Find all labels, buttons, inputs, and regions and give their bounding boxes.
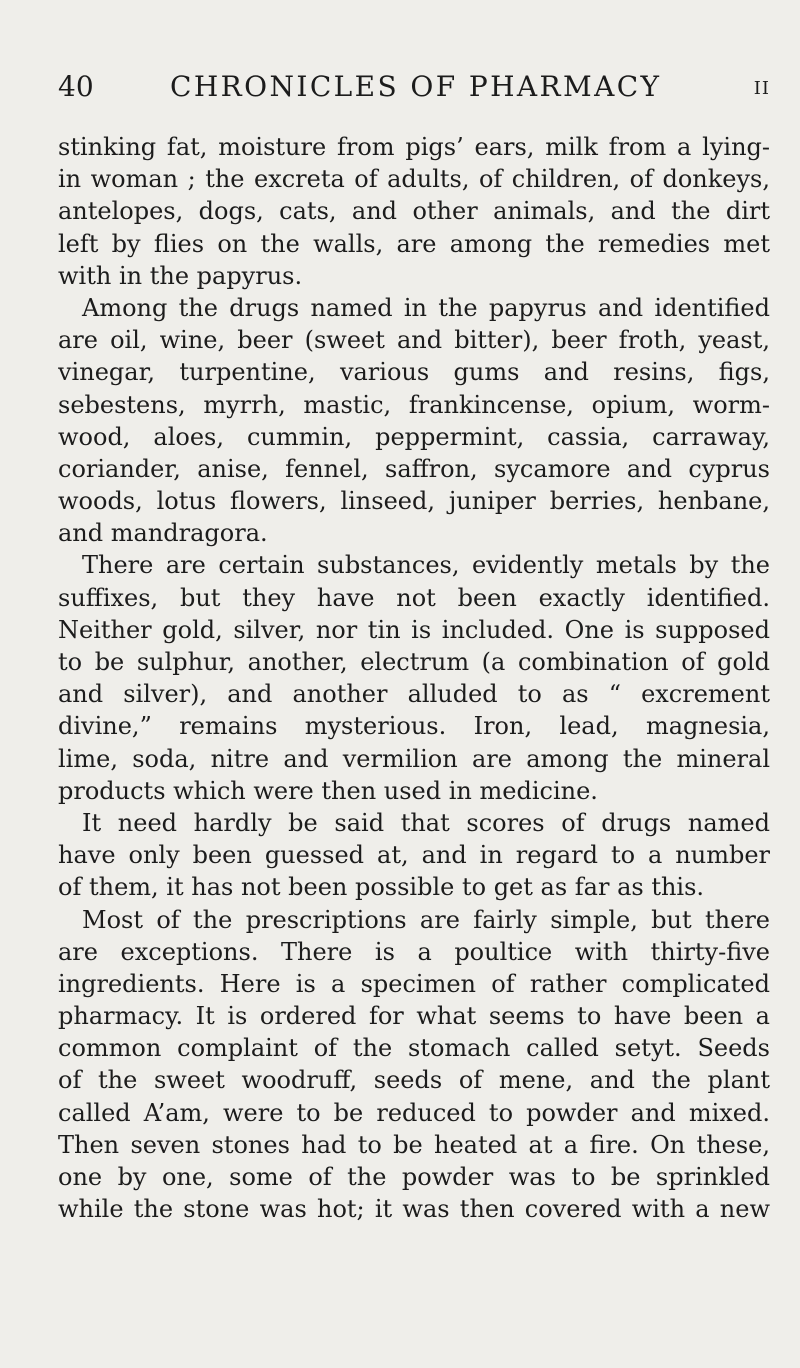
- text-line: common complaint of the stomach called setyt. Seeds: [58, 1034, 770, 1063]
- text-line: It need hardly be said that scores of drugs named: [82, 808, 770, 837]
- text-line: wood, aloes, cummin, peppermint, cassia, carraway,: [58, 422, 770, 451]
- running-title: CHRONICLES OF PHARMACY: [170, 70, 662, 103]
- text-line: are oil, wine, beer (sweet and bitter), beer froth, yeast,: [58, 326, 770, 355]
- text-line: and mandragora.: [58, 519, 268, 548]
- text-line: of them, it has not been possible to get as far as this.: [58, 873, 705, 902]
- text-line: Most of the prescriptions are fairly simple, but there: [82, 905, 770, 934]
- text-line: one by one, some of the powder was to be sprinkled: [58, 1163, 770, 1191]
- text-line: and silver), and another alluded to as “ excrement: [58, 680, 770, 709]
- text-line: ingredients. Here is a specimen of rather complicated: [58, 969, 770, 998]
- text-line: lime, soda, nitre and vermilion are among the mineral: [58, 744, 770, 773]
- text-line: divine,” remains mysterious. Iron, lead, magnesia,: [58, 712, 770, 741]
- text-line: of the sweet woodruff, seeds of mene, and the plant: [58, 1066, 770, 1095]
- text-line: with in the papyrus.: [58, 261, 303, 290]
- text-line: coriander, anise, fennel, saffron, sycamore and cyprus: [58, 454, 770, 483]
- text-line: are exceptions. There is a poultice with thirty-five: [58, 937, 770, 966]
- body-text: [58, 131, 770, 1225]
- text-line: products which were then used in medicine.: [58, 776, 598, 805]
- text-line: woods, lotus flowers, linseed, juniper berries, henbane,: [58, 487, 770, 516]
- signature-mark: II: [753, 78, 770, 99]
- text-line: Neither gold, silver, nor tin is included. One is supposed: [58, 615, 770, 644]
- page-number: 40: [58, 70, 94, 103]
- text-line: vinegar, turpentine, various gums and resins, figs,: [58, 358, 770, 387]
- running-header: [58, 70, 770, 114]
- text-line: in woman ; the excreta of adults, of children, of donkeys,: [58, 165, 770, 194]
- text-line: have only been guessed at, and in regard to a number: [58, 841, 770, 870]
- text-line: left by flies on the walls, are among the remedies met: [58, 229, 770, 258]
- text-line: stinking fat, moisture from pigs’ ears, milk from a lying-: [58, 133, 770, 161]
- text-line: antelopes, dogs, cats, and other animals, and the dirt: [58, 197, 770, 226]
- text-line: sebestens, myrrh, mastic, frankincense, opium, worm-: [58, 390, 770, 419]
- text-line: There are certain substances, evidently metals by the: [82, 551, 770, 580]
- text-line: while the stone was hot; it was then covered with a new: [58, 1195, 770, 1224]
- text-line: to be sulphur, another, electrum (a combination of gold: [58, 648, 770, 676]
- text-line: Then seven stones had to be heated at a fire. On these,: [58, 1130, 770, 1159]
- text-line: Among the drugs named in the papyrus and identified: [82, 293, 770, 322]
- text-line: called A’am, were to be reduced to powder and mixed.: [58, 1098, 770, 1127]
- text-line: pharmacy. It is ordered for what seems to have been a: [58, 1002, 770, 1031]
- text-line: suffixes, but they have not been exactly identified.: [58, 583, 770, 612]
